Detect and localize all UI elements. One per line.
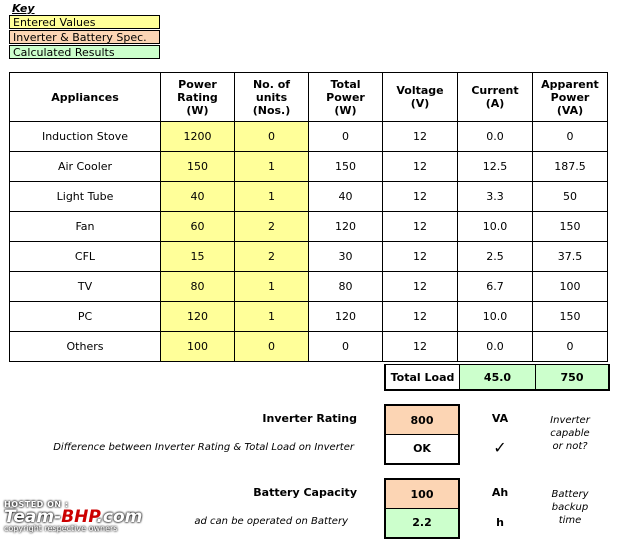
total-power-cell: 30 <box>309 242 383 272</box>
power-rating-cell[interactable]: 1200 <box>161 122 235 152</box>
check-mark-icon: ✓ <box>493 438 507 457</box>
power-rating-cell[interactable]: 100 <box>161 332 235 362</box>
battery-capacity-value[interactable]: 100 <box>384 478 460 509</box>
watermark-brand: Team-BHP.com <box>4 507 143 527</box>
table-row <box>10 272 608 302</box>
voltage-cell: 12 <box>383 152 458 182</box>
header-units: No. of units (Nos.) <box>235 73 309 122</box>
total-power-cell: 0 <box>309 122 383 152</box>
header-total-power: Total Power (W) <box>309 73 383 122</box>
battery-capacity-unit: Ah <box>491 486 509 499</box>
battery-capacity-label: Battery Capacity <box>253 486 357 499</box>
power-rating-cell[interactable]: 80 <box>161 272 235 302</box>
battery-backup-time-value: 2.2 <box>384 508 460 539</box>
hosted-watermark <box>4 500 142 533</box>
apparent-power-cell: 150 <box>533 302 608 332</box>
voltage-cell: 12 <box>383 242 458 272</box>
current-cell: 10.0 <box>458 302 533 332</box>
apparent-power-cell: 100 <box>533 272 608 302</box>
total-power-cell: 120 <box>309 302 383 332</box>
appliance-name: PC <box>10 302 161 332</box>
voltage-cell: 12 <box>383 302 458 332</box>
power-rating-cell[interactable]: 150 <box>161 152 235 182</box>
apparent-power-cell: 150 <box>533 212 608 242</box>
units-cell[interactable]: 2 <box>235 242 309 272</box>
appliance-name: TV <box>10 272 161 302</box>
total-power-cell: 150 <box>309 152 383 182</box>
appliance-name: Light Tube <box>10 182 161 212</box>
units-cell[interactable]: 1 <box>235 272 309 302</box>
appliance-name: Air Cooler <box>10 152 161 182</box>
total-load-label: Total Load <box>384 364 460 391</box>
total-power-cell: 120 <box>309 212 383 242</box>
total-load-current: 45.0 <box>459 364 536 391</box>
inverter-difference-label: Difference between Inverter Rating & Total Load on Inverter <box>53 442 354 453</box>
units-cell[interactable]: 1 <box>235 152 309 182</box>
units-cell[interactable]: 0 <box>235 122 309 152</box>
table-row <box>10 212 608 242</box>
battery-time-label: ad can be operated on Battery <box>194 516 348 527</box>
key-title: Key <box>12 2 35 15</box>
appliance-name: Others <box>10 332 161 362</box>
current-cell: 0.0 <box>458 332 533 362</box>
key-calculated-results: Calculated Results <box>9 45 160 59</box>
table-row <box>10 302 608 332</box>
header-current: Current (A) <box>458 73 533 122</box>
inverter-rating-label: Inverter Rating <box>262 412 357 425</box>
key-entered-values: Entered Values <box>9 15 160 29</box>
power-rating-cell[interactable]: 60 <box>161 212 235 242</box>
total-load-apparent-power: 750 <box>535 364 610 391</box>
voltage-cell: 12 <box>383 212 458 242</box>
key-inverter-battery-spec: Inverter & Battery Spec. <box>9 30 160 44</box>
total-power-cell: 0 <box>309 332 383 362</box>
table-row <box>10 182 608 212</box>
voltage-cell: 12 <box>383 332 458 362</box>
table-row <box>10 332 608 362</box>
inverter-rating-unit: VA <box>491 412 509 425</box>
units-cell[interactable]: 0 <box>235 332 309 362</box>
current-cell: 6.7 <box>458 272 533 302</box>
current-cell: 0.0 <box>458 122 533 152</box>
inverter-rating-value[interactable]: 800 <box>384 404 460 435</box>
header-power-rating: Power Rating (W) <box>161 73 235 122</box>
apparent-power-cell: 0 <box>533 122 608 152</box>
current-cell: 10.0 <box>458 212 533 242</box>
battery-backup-time-unit: h <box>496 516 504 529</box>
header-voltage: Voltage (V) <box>383 73 458 122</box>
units-cell[interactable]: 2 <box>235 212 309 242</box>
watermark-copyright: copyright respective owners <box>4 524 118 533</box>
appliance-name: Fan <box>10 212 161 242</box>
apparent-power-cell: 187.5 <box>533 152 608 182</box>
apparent-power-cell: 37.5 <box>533 242 608 272</box>
current-cell: 2.5 <box>458 242 533 272</box>
power-rating-cell[interactable]: 15 <box>161 242 235 272</box>
header-apparent-power: Apparent Power (VA) <box>533 73 608 122</box>
table-header-row <box>10 73 608 122</box>
inverter-capable-note: Inverter capable or not? <box>550 415 590 452</box>
total-power-cell: 40 <box>309 182 383 212</box>
current-cell: 3.3 <box>458 182 533 212</box>
total-power-cell: 80 <box>309 272 383 302</box>
units-cell[interactable]: 1 <box>235 302 309 332</box>
apparent-power-cell: 50 <box>533 182 608 212</box>
table-row <box>10 242 608 272</box>
appliance-name: Induction Stove <box>10 122 161 152</box>
appliance-name: CFL <box>10 242 161 272</box>
units-cell[interactable]: 1 <box>235 182 309 212</box>
watermark-hosted-text: HOSTED ON : <box>4 500 69 509</box>
inverter-status-value: OK <box>384 434 460 465</box>
current-cell: 12.5 <box>458 152 533 182</box>
voltage-cell: 12 <box>383 272 458 302</box>
power-rating-cell[interactable]: 120 <box>161 302 235 332</box>
voltage-cell: 12 <box>383 122 458 152</box>
battery-backup-note: Battery backup time <box>551 489 589 526</box>
appliance-load-table <box>9 72 608 362</box>
table-row <box>10 152 608 182</box>
apparent-power-cell: 0 <box>533 332 608 362</box>
voltage-cell: 12 <box>383 182 458 212</box>
table-row <box>10 122 608 152</box>
header-appliances: Appliances <box>10 73 161 122</box>
power-rating-cell[interactable]: 40 <box>161 182 235 212</box>
